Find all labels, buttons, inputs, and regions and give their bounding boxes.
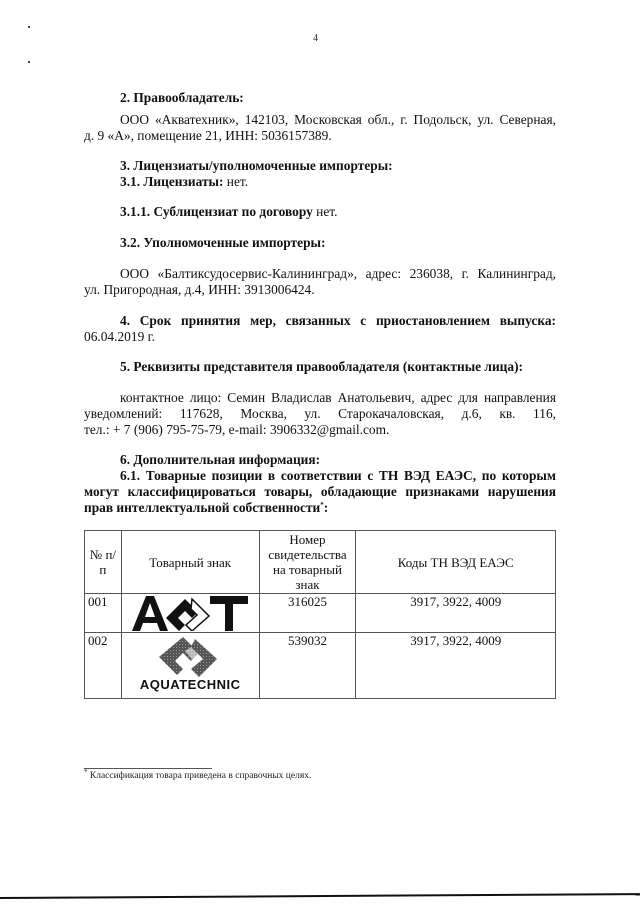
rightholder-address-line2: д. 9 «А», помещение 21, ИНН: 5036157389.	[84, 128, 332, 143]
contact-line3: тел.: + 7 (906) 795-75-79, e-mail: 3906332@gmail.com.	[84, 422, 390, 437]
certificate-number: 539032	[259, 633, 356, 699]
section-5-heading: 5. Реквизиты представителя правообладателя (контактные лица):	[120, 359, 523, 374]
certificate-number: 316025	[259, 594, 356, 633]
sublicensee-value: нет.	[312, 204, 338, 219]
section-2-heading: 2. Правообладатель:	[120, 90, 244, 105]
rightholder-address-line1: ООО «Акватехник», 142103, Московская обл., г. Подольск, ул. Северная,	[120, 112, 556, 127]
section-6-1-line2: могут классифицироваться товары, обладающие признаками нарушения	[84, 484, 556, 499]
section-4-date: 06.04.2019 г.	[84, 329, 155, 344]
aot-logo-icon	[130, 595, 250, 631]
section-6-1-line3-text: прав интеллектуальной собственности	[84, 500, 321, 515]
sublicensee-label: 3.1.1. Сублицензиат по договору	[120, 204, 313, 219]
importer-line1: ООО «Балтиксудосервис-Калининград», адрес: 236038, г. Калининград,	[120, 266, 556, 281]
row-number: 002	[85, 633, 122, 699]
header-trademark: Товарный знак	[121, 531, 259, 594]
section-4-line1: 4. Срок принятия мер, связанных с приостановлением выпуска:	[120, 313, 556, 328]
trademark-cell	[121, 633, 259, 699]
scan-speck	[28, 61, 30, 63]
section-6-1-line3	[84, 500, 556, 516]
trademark-cell	[121, 594, 259, 633]
footnote-mark: *	[320, 501, 324, 509]
section-6-1-line1: 6.1. Товарные позиции в соответствии с ТН ВЭД ЕАЭС, по которым	[120, 468, 556, 483]
header-number: № п/п	[85, 531, 122, 594]
footnote-text: Классификация товара приведена в справочных целях.	[87, 771, 312, 781]
importers-heading: 3.2. Уполномоченные импортеры:	[120, 235, 326, 250]
sublicensee-line	[120, 204, 556, 220]
importer-line2: ул. Пригородная, д.4, ИНН: 3913006424.	[84, 282, 315, 297]
scan-speck	[28, 26, 30, 28]
trademark-table	[84, 530, 556, 699]
page-number: 4	[313, 33, 318, 44]
section-6-1-colon: :	[323, 500, 329, 515]
header-certificate: Номер свидетельства на товарный знак	[259, 531, 356, 594]
contact-line1: контактное лицо: Семин Владислав Анатольевич, адрес для направления	[120, 390, 556, 405]
aquatechnic-wordmark: AQUATECHNIC	[139, 677, 241, 692]
tnved-codes: 3917, 3922, 4009	[356, 594, 556, 633]
aquatechnic-diamond-logo-icon	[155, 635, 225, 677]
page-bottom-edge	[0, 893, 640, 899]
footnote-separator	[84, 768, 212, 769]
contact-line2: уведомлений: 117628, Москва, ул. Старокачаловская, д.6, кв. 116,	[84, 406, 556, 421]
licensees-value: нет.	[223, 174, 249, 189]
footnote	[84, 768, 312, 781]
table-header-row	[85, 531, 556, 594]
licensees-line	[120, 174, 556, 190]
section-6-heading: 6. Дополнительная информация:	[120, 452, 321, 467]
section-3-heading: 3. Лицензиаты/уполномоченные импортеры:	[120, 158, 393, 173]
table-row	[85, 594, 556, 633]
table-row	[85, 633, 556, 699]
tnved-codes: 3917, 3922, 4009	[356, 633, 556, 699]
licensees-label: 3.1. Лицензиаты:	[120, 174, 224, 189]
footnote-mark: *	[84, 768, 88, 776]
header-codes: Коды ТН ВЭД ЕАЭС	[356, 531, 556, 594]
row-number: 001	[85, 594, 122, 633]
